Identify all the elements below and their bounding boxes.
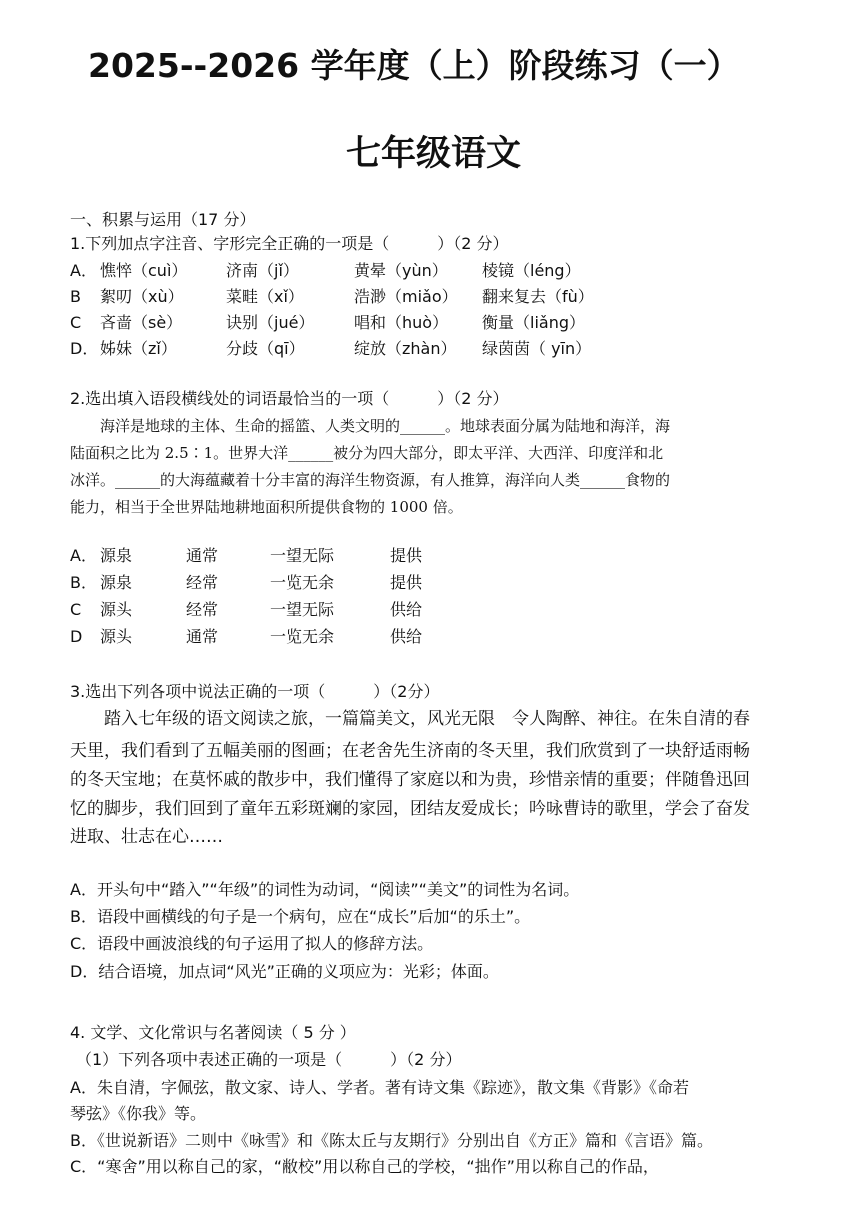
option-item: 源泉 [100,573,133,592]
q2-passage-line: 冰洋。______的大海蕴藏着十分丰富的海洋生物资源，有人推算，海洋向人类______食物的 [70,471,671,489]
option-item: 供给 [390,627,423,646]
q3-option-d: D．结合语境，加点词“风光”正确的义项应为：光彩；体面。 [70,962,499,981]
option-label: D [70,627,83,646]
q2-stem: 2.选出填入语段横线处的词语最恰当的一项（ ）（2 分） [70,389,509,408]
option-item: 翻来复去（fù） [482,287,594,306]
q4-option-line: B．《世说新语》二则中《咏雪》和《陈太丘与友期行》分别出自《方正》篇和《言语》篇。 [70,1131,713,1150]
option-label: A． [70,261,97,280]
option-item: 憔悴（cuì） [100,261,188,280]
option-item: 绽放（zhàn） [354,339,457,358]
q1-stem: 1.下列加点字注音、字形完全正确的一项是（ ）（2 分） [70,234,509,253]
q3-stem: 3.选出下列各项中说法正确的一项（ ）（2分） [70,682,440,701]
option-item: 衡量（liǎng） [482,313,585,332]
option-item: 分歧（qī） [226,339,305,358]
q4-option-line: C．“寒舍”用以称自己的家，“敝校”用以称自己的学校，“拙作”用以称自己的作品， [70,1157,659,1176]
option-item: 提供 [390,573,423,592]
option-item: 一览无余 [270,573,335,592]
q3-option-b: B．语段中画横线的句子是一个病句，应在“成长”后加“的乐土”。 [70,907,531,926]
option-item: 吝啬（sè） [100,313,183,332]
option-item: 浩渺（miǎo） [354,287,458,306]
option-item: 棱镜（léng） [482,261,581,280]
option-label: B． [70,573,97,592]
option-item: 通常 [186,627,219,646]
option-item: 通常 [186,546,219,565]
option-label: C [70,600,82,619]
option-item: 一望无际 [270,546,335,565]
option-label: D． [70,339,99,358]
section-heading: 一、积累与运用（17 分） [70,210,256,229]
option-item: 提供 [390,546,423,565]
q3-passage-line: 踏入七年级的语文阅读之旅，一篇篇美文，风光无限 令人陶醉、神往。在朱自清的春 [70,709,750,729]
option-item: 绿茵茵（ yīn） [482,339,592,358]
option-label: A． [70,546,97,565]
q4-stem: 4. 文学、文化常识与名著阅读（ 5 分 ） [70,1023,356,1042]
q4-option-line: A．朱自清，字佩弦，散文家、诗人、学者。著有诗文集《踪迹》，散文集《背影》《命若 [70,1078,689,1097]
option-item: 经常 [186,600,219,619]
q2-passage-line: 陆面积之比为 2.5∶1。世界大洋______被分为四大部分，即太平洋、大西洋、印度洋和北 [70,444,664,462]
q3-passage-line: 忆的脚步，我们回到了童年五彩斑斓的家园，团结友爱成长；吟咏曹诗的歌里，学会了奋发 [70,799,750,819]
option-item: 一览无余 [270,627,335,646]
option-item: 黄晕（yùn） [354,261,448,280]
option-item: 济南（jǐ） [226,261,299,280]
q3-passage-line: 天里，我们看到了五幅美丽的图画；在老舍先生济南的冬天里，我们欣赏到了一块舒适雨畅 [70,741,750,761]
option-item: 源泉 [100,546,133,565]
option-item: 供给 [390,600,423,619]
q2-passage-line: 海洋是地球的主体、生命的摇篮、人类文明的______。地球表面分属为陆地和海洋，海 [70,417,671,435]
exam-title: 2025--2026 学年度（上）阶段练习（一） [88,46,740,85]
q2-passage-line: 能力，相当于全世界陆地耕地面积所提供食物的 1000 倍。 [70,498,463,516]
q4-sub-stem: （1）下列各项中表述正确的一项是（ ）（2 分） [76,1050,462,1069]
subject-title: 七年级语文 [345,133,521,174]
option-item: 唱和（huò） [354,313,449,332]
option-label: C [70,313,82,332]
q3-passage-line: 的冬天宝地；在莫怀戚的散步中，我们懂得了家庭以和为贵，珍惜亲情的重要；伴随鲁迅回 [70,770,750,790]
q3-passage-line: 进取、壮志在心…… [70,827,223,847]
option-item: 源头 [100,600,133,619]
option-item: 源头 [100,627,133,646]
option-label: B [70,287,81,306]
option-item: 菜畦（xǐ） [226,287,304,306]
option-item: 一望无际 [270,600,335,619]
q3-option-c: C．语段中画波浪线的句子运用了拟人的修辞方法。 [70,934,434,953]
option-item: 姊妹（zǐ） [100,339,177,358]
q4-option-line: 琴弦》《你我》等。 [70,1104,207,1123]
q3-option-a: A．开头句中“踏入”“年级”的词性为动词，“阅读”“美文”的词性为名词。 [70,880,580,899]
option-item: 絮叨（xù） [100,287,184,306]
option-item: 经常 [186,573,219,592]
option-item: 诀别（jué） [226,313,315,332]
